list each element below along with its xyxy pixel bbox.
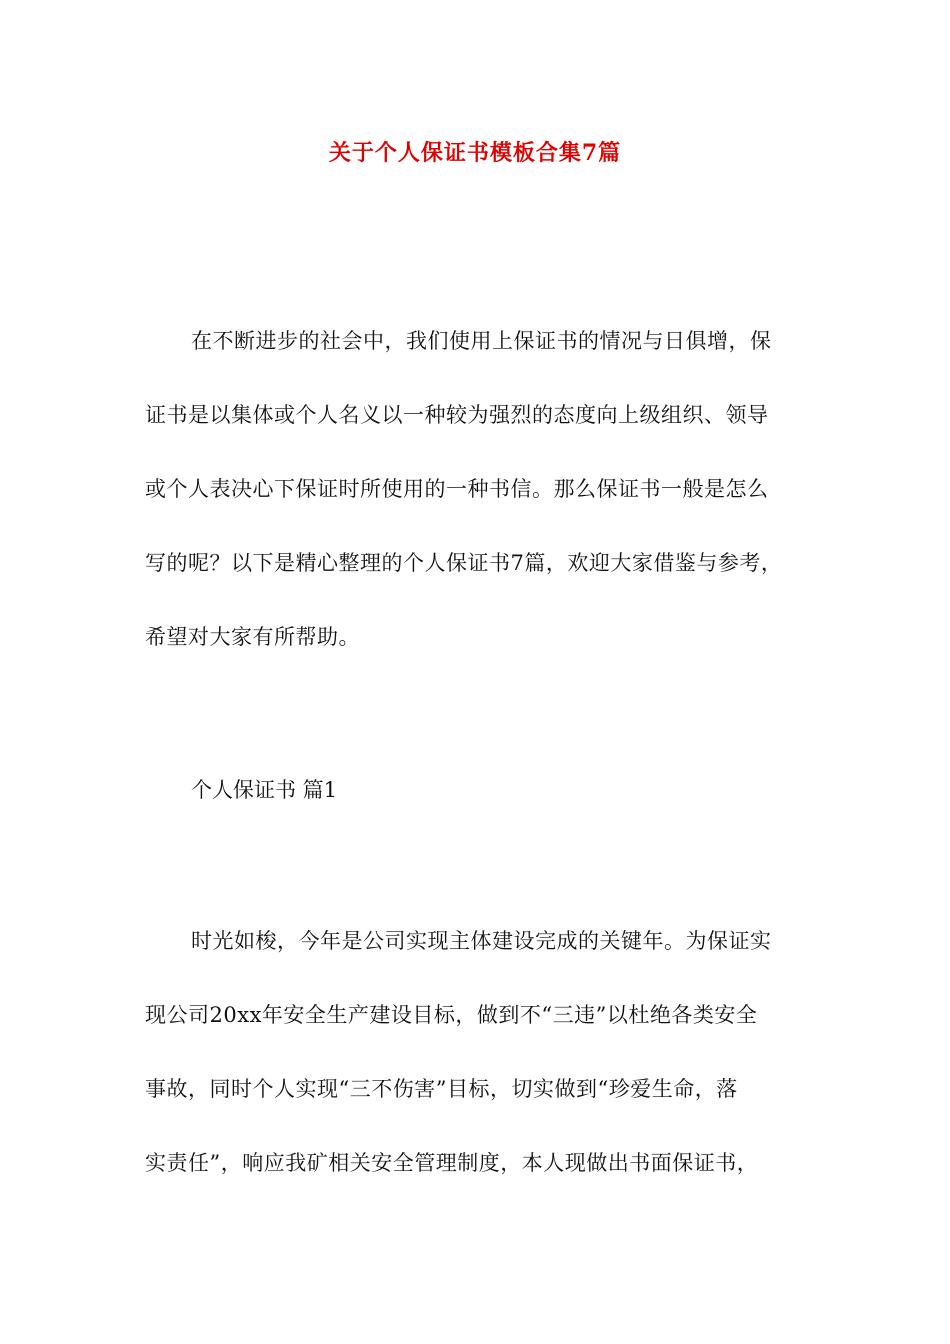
intro-line: 写的呢？以下是精心整理的个人保证书7篇，欢迎大家借鉴与参考， [145, 551, 783, 575]
intro-paragraph [145, 304, 810, 674]
document-title: 关于个人保证书模板合集7篇 [328, 140, 622, 166]
section1-paragraph [145, 904, 810, 1200]
intro-line: 证书是以集体或个人名义以一种较为强烈的态度向上级组织、领导 [145, 403, 769, 427]
section1-line: 时光如梭，今年是公司实现主体建设完成的关键年。为保证实 [191, 929, 772, 953]
intro-line: 希望对大家有所帮助。 [145, 625, 360, 649]
intro-line: 或个人表决心下保证时所使用的一种书信。那么保证书一般是怎么 [145, 477, 769, 501]
section-heading: 个人保证书 篇1 [191, 778, 338, 802]
section1-line: 事故，同时个人实现“三不伤害”目标，切实做到“珍爱生命，落 [145, 1077, 738, 1101]
intro-line: 在不断进步的社会中，我们使用上保证书的情况与日俱增，保 [191, 329, 772, 353]
section1-line: 现公司20xx年安全生产建设目标，做到不“三违”以杜绝各类安全 [145, 1003, 758, 1027]
section1-line: 实责任”，响应我矿相关安全管理制度，本人现做出书面保证书， [145, 1151, 759, 1175]
